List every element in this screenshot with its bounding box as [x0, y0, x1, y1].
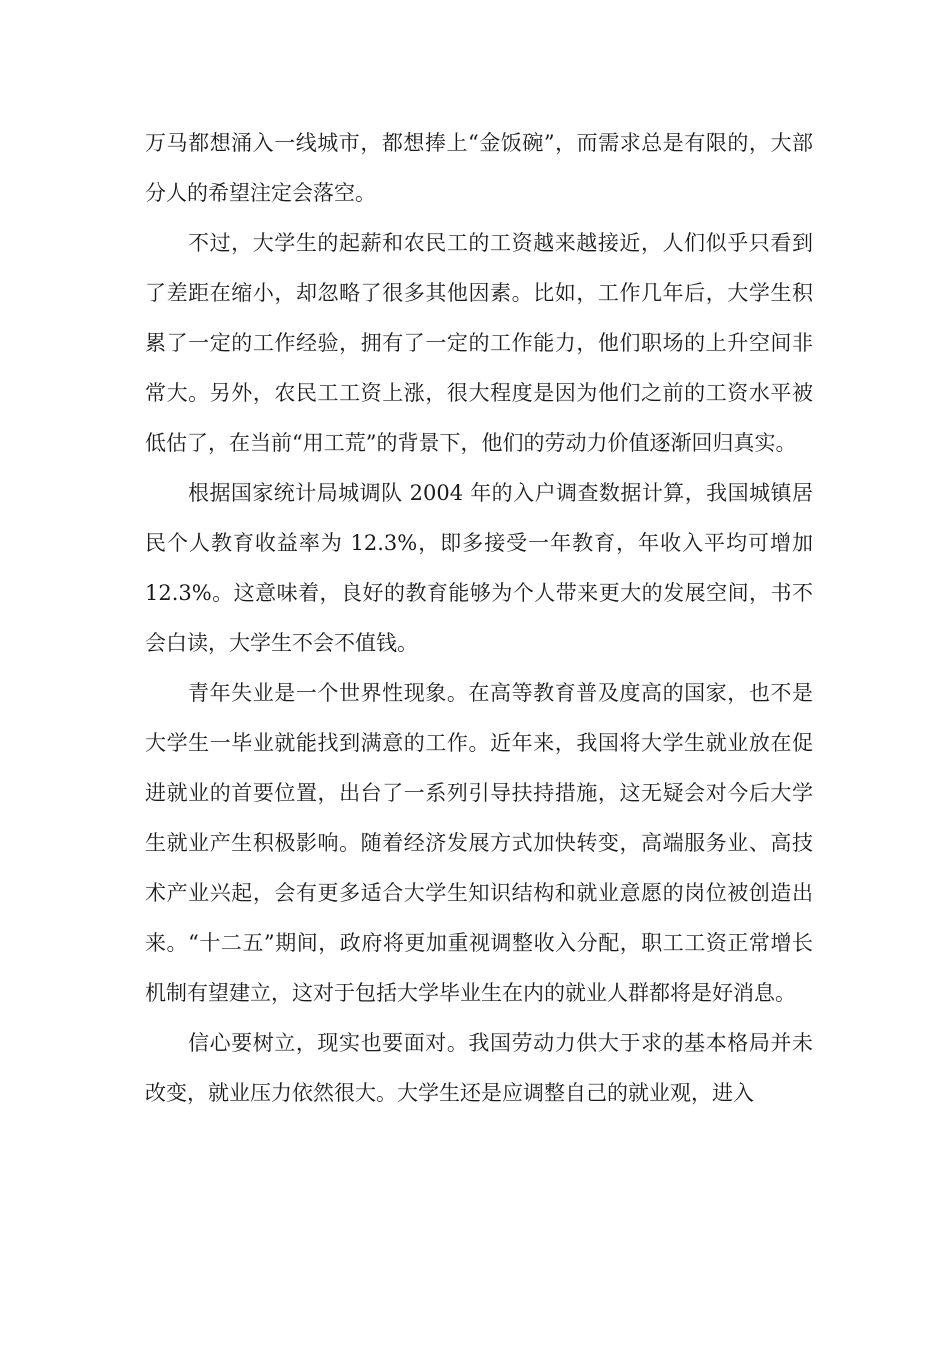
- document-body: [145, 118, 813, 1118]
- paragraph: 不过，大学生的起薪和农民工的工资越来越接近，人们似乎只看到了差距在缩小，却忽略了很多其他因素。比如，工作几年后，大学生积累了一定的工作经验，拥有了一定的工作能力，他们职场的上升空间非常大。另外，农民工工资上涨，很大程度是因为他们之前的工资水平被低估了，在当前“用工荒”的背景下，他们的劳动力价值逐渐回归真实。: [145, 231, 813, 455]
- paragraph: 信心要树立，现实也要面对。我国劳动力供大于求的基本格局并未改变，就业压力依然很大。大学生还是应调整自己的就业观，进入: [145, 1031, 813, 1105]
- paragraph: 青年失业是一个世界性现象。在高等教育普及度高的国家，也不是大学生一毕业就能找到满意的工作。近年来，我国将大学生就业放在促进就业的首要位置，出台了一系列引导扶持措施，这无疑会对今后大学生就业产生积极影响。随着经济发展方式加快转变，高端服务业、高技术产业兴起，会有更多适合大学生知识结构和就业意愿的岗位被创造出来。“十二五”期间，政府将更加重视调整收入分配，职工工资正常增长机制有望建立，这对于包括大学毕业生在内的就业人群都将是好消息。: [145, 681, 813, 1005]
- paragraph: 根据国家统计局城调队 2004 年的入户调查数据计算，我国城镇居民个人教育收益率为 12.3%，即多接受一年教育，年收入平均可增加 12.3%。这意味着，良好的教育能够为个人带来更大的发展空间，书不会白读，大学生不会不值钱。: [145, 481, 813, 655]
- paragraph-continued: 万马都想涌入一线城市，都想捧上“金饭碗”，而需求总是有限的，大部分人的希望注定会落空。: [145, 131, 813, 205]
